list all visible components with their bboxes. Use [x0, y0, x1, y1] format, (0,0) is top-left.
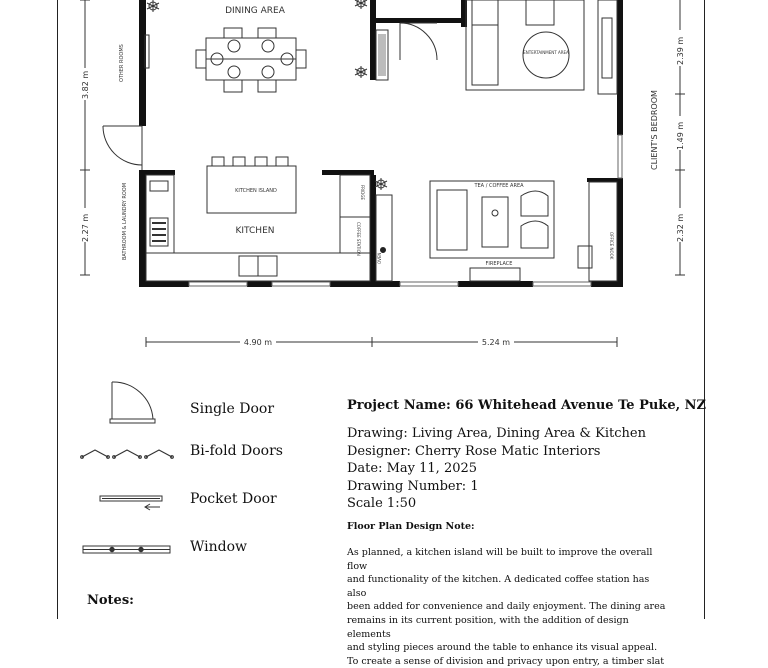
bottom-windows — [189, 135, 622, 286]
dining-table — [196, 28, 306, 92]
drawing-number: Drawing Number: 1 — [347, 478, 479, 494]
dim-left-upper: 3.82 m — [81, 70, 90, 99]
dim-left-lower: 2.27 m — [81, 213, 90, 242]
entry-door — [103, 126, 142, 170]
dim-right-mid: 1.49 m — [676, 121, 685, 150]
single-door-symbol — [110, 382, 155, 423]
dim-bottom-right: 5.24 m — [481, 338, 511, 347]
legend-bifold-doors: Bi-fold Doors — [190, 443, 283, 459]
label-dining-area: DINING AREA — [225, 6, 285, 16]
entertainment-area — [466, 0, 617, 94]
note-line: been added for convenience and daily enjoyment. The dining area — [347, 601, 666, 613]
notes-heading: Notes: — [87, 593, 134, 608]
kitchen-island — [207, 157, 296, 213]
drawing-info — [347, 425, 646, 513]
bifold-doors-symbol — [81, 450, 174, 458]
label-bathroom: BATHROOM & LAUNDRY ROOM — [122, 182, 128, 260]
label-fridge: FRIDGE — [360, 185, 365, 200]
note-line: and functionality of the kitchen. A dedicated coffee station has also — [347, 574, 650, 599]
label-clients-bedroom: CLIENT'S BEDROOM — [650, 90, 659, 170]
label-coffee-station: COFFEE STATION — [356, 222, 361, 256]
note-line: remains in its current position, with the addition of design elements — [347, 614, 629, 640]
label-entertainment: ENTERTAINMENT AREA — [523, 50, 569, 55]
dim-right-lower: 2.32 m — [676, 213, 685, 242]
note-line: and styling pieces around the table to enhance its visual appeal. — [347, 642, 658, 654]
legend-single-door: Single Door — [190, 401, 275, 417]
hallway-door — [400, 23, 437, 60]
note-line: As planned, a kitchen island will be built to improve the overall flow — [347, 547, 653, 572]
label-kitchen-island: KITCHEN ISLAND — [235, 188, 277, 194]
label-kitchen: KITCHEN — [235, 226, 275, 236]
window-symbol — [83, 546, 170, 553]
note-body — [347, 546, 667, 668]
room-labels — [119, 6, 659, 267]
date: Date: May 11, 2025 — [347, 461, 478, 476]
legend-pocket-door: Pocket Door — [190, 491, 277, 507]
designer: Designer: Cherry Rose Matic Interiors — [347, 443, 601, 459]
dim-bottom-left: 4.90 m — [243, 338, 273, 347]
project-name: Project Name: 66 Whitehead Avenue Te Puke, NZ — [347, 398, 707, 413]
note-line: To create a sense of division and privacy upon entry, a timber slat — [347, 655, 665, 667]
label-oven: OVEN — [377, 252, 382, 264]
pocket-door-symbol — [100, 496, 162, 510]
cooktop — [152, 222, 166, 242]
oven-unit — [376, 195, 392, 281]
scale: Scale 1:50 — [347, 496, 417, 511]
dim-right-upper: 2.39 m — [676, 36, 685, 65]
note-title: Floor Plan Design Note: — [347, 521, 475, 532]
legend-window: Window — [190, 539, 248, 555]
label-office-nook: OFFICE NOOK — [609, 232, 614, 260]
label-other-rooms: OTHER ROOMS — [119, 44, 125, 82]
label-fireplace: FIREPLACE — [485, 261, 513, 267]
dimension-labels — [80, 30, 685, 347]
drawing-title: Drawing: Living Area, Dining Area & Kitchen — [347, 426, 646, 441]
label-tea-coffee: TEA / COFFEE AREA — [474, 183, 524, 189]
